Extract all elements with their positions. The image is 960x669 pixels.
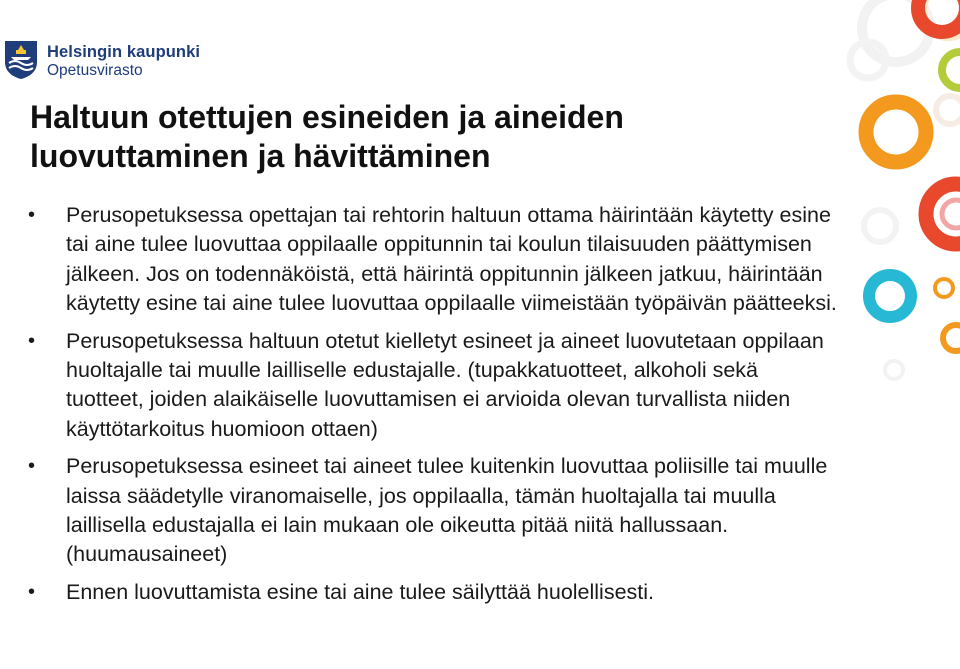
decor-ring-green: [942, 52, 960, 88]
logo-department-name: Opetusvirasto: [47, 62, 143, 79]
slide-title: Haltuun otettujen esineiden ja aineiden luovuttaminen ja hävittäminen: [30, 99, 624, 174]
bullet-marker: •: [28, 329, 36, 352]
bullet-marker: •: [28, 455, 36, 478]
decor-ring-faint: [864, 210, 896, 242]
bullet-marker: •: [28, 204, 36, 226]
decor-ring-orange: [935, 279, 953, 297]
bullet-text: Perusopetuksessa esineet tai aineet tulee kuitenkin luovuttaa poliisille tai muulle laissa säädetylle viranomaiselle, jos oppilaalla, tämän huoltajalla tai muulla laillisella edustajalla ei lain mukaan ole oikeutta pitää niitä hallussaan. (huumausaineet): [66, 454, 828, 567]
decor-ring-faint: [936, 96, 960, 124]
decor-ring-red: [918, 0, 960, 32]
decor-ring-faint: [885, 361, 903, 379]
decorative-rings: [820, 0, 960, 669]
bullet-item: [0, 452, 840, 570]
helsinki-crest-icon: [4, 40, 38, 80]
bullet-text: Ennen luovuttamista esine tai aine tulee säilyttää huolellisesti.: [66, 579, 655, 604]
bullet-item: [0, 327, 840, 445]
bullet-text: Perusopetuksessa opettajan tai rehtorin haltuun ottama häirintään käytetty esine tai aine tulee luovuttaa oppilaalle oppitunnin tai koulun tilaisuuden päättymisen jälkeen. Jos on todennäköistä, että häirintä oppitunnin jälkeen jatkuu, häirintään käytetty esine tai aine tulee luovuttaa oppilaalle viimeistään työpäivän päätteeksi.: [66, 203, 837, 316]
decor-ring-pink: [942, 200, 960, 228]
logo-city-name: Helsingin kaupunki: [47, 43, 201, 61]
decor-ring-orange: [866, 102, 926, 162]
decor-ring-cyan: [869, 275, 911, 317]
bullet-marker: •: [28, 580, 36, 603]
bullet-item: [0, 578, 840, 607]
decor-ring-orange: [943, 325, 960, 351]
bullet-text: Perusopetuksessa haltuun otetut kielletyt esineet ja aineet luovutetaan oppilaan huoltajalle tai muulle lailliselle edustajalle. (tupakkatuotteet, alkoholi sekä tuotteet, joiden alaikäiselle luovuttamisen ei arvioida olevan turvallista niiden käyttötarkoitus huomioon ottaen): [66, 328, 824, 441]
city-logo: [4, 40, 200, 80]
bullet-list: [0, 201, 840, 615]
bullet-item: [0, 201, 840, 319]
